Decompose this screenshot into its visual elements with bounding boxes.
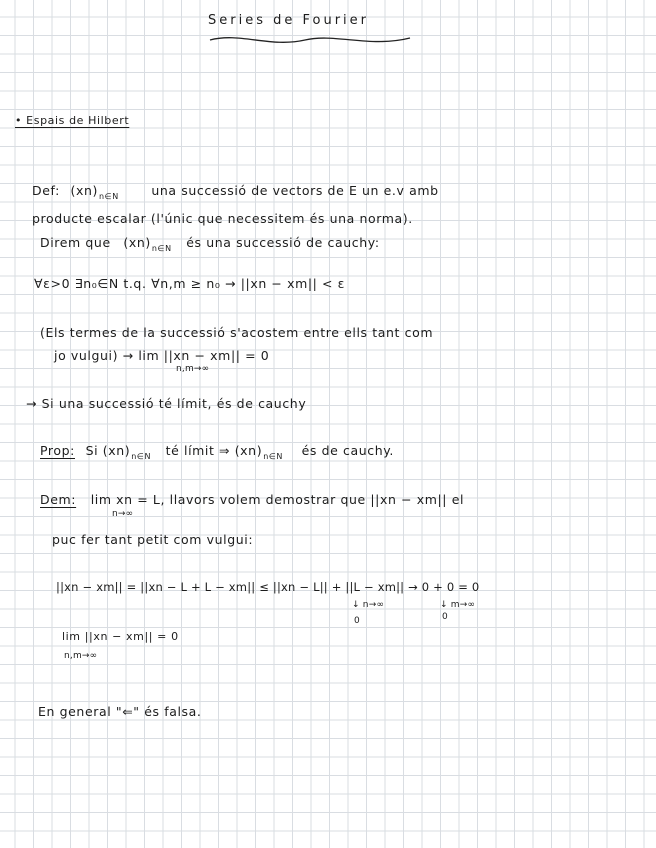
limit-result: lim ||xn − xm|| = 0 (62, 630, 179, 643)
dem-text: lim xn = L, llavors volem demostrar que ||xn − xm|| el (90, 492, 465, 507)
limit-zero-1: 0 (354, 616, 360, 626)
page-title: Series de Fourier (208, 13, 369, 28)
triangle-inequality-equation: ||xn − xm|| = ||xn − L + L − xm|| ≤ ||xn − L|| + ||L − xm|| → 0 + 0 = 0 (56, 580, 480, 594)
def-sequence-index: n∈N (98, 192, 119, 201)
section-heading: • Espais de Hilbert (15, 114, 130, 127)
proposition (40, 443, 394, 461)
limit-annotation-n: ↓ n→∞ (352, 600, 385, 610)
def-sequence-2-index: n∈N (151, 244, 172, 253)
definition-line-3 (40, 235, 380, 253)
def-cauchy-text: és una successió de cauchy: (186, 235, 380, 250)
remark-line-1: (Els termes de la successió s'acostem entre ells tant com (40, 325, 434, 340)
prop-text-b: té límit ⇒ (xn) (165, 443, 263, 458)
def-direm: Direm que (40, 235, 111, 250)
def-sequence: (xn) (70, 183, 98, 198)
dem-label: Dem: (40, 492, 77, 507)
cauchy-condition: ∀ε>0 ∃n₀∈N t.q. ∀n,m ≥ n₀ → ||xn − xm|| < ε (34, 276, 346, 291)
remark-limit-subscript: n,m→∞ (176, 364, 210, 374)
definition-line-1 (32, 183, 439, 201)
definition-line-2: producte escalar (l'únic que necessitem és una norma). (32, 211, 413, 226)
remark-line-2: jo vulgui) → lim ||xn − xm|| = 0 (54, 348, 270, 363)
def-sequence-2: (xn) (123, 235, 151, 250)
title-wave-underline (210, 34, 410, 54)
prop-label: Prop: (40, 443, 75, 458)
demonstration-line-1 (40, 492, 464, 507)
implication-line: → Si una successió té límit, és de cauchy (26, 396, 307, 411)
demonstration-line-2: puc fer tant petit com vulgui: (52, 532, 254, 547)
limit-annotation-m: ↓ m→∞ (440, 600, 476, 610)
prop-text-a: Si (xn) (85, 443, 131, 458)
limit-result-subscript: n,m→∞ (64, 651, 98, 661)
prop-text-c: és de cauchy. (301, 443, 395, 458)
def-text: una successió de vectors de E un e.v amb (151, 183, 439, 198)
conclusion: En general "⇐" és falsa. (38, 704, 202, 719)
prop-index-b: n∈N (263, 452, 284, 461)
limit-zero-2: 0 (442, 612, 448, 622)
dem-limit-subscript: n→∞ (112, 509, 134, 519)
def-label: Def: (32, 183, 60, 198)
prop-index-a: n∈N (131, 452, 152, 461)
